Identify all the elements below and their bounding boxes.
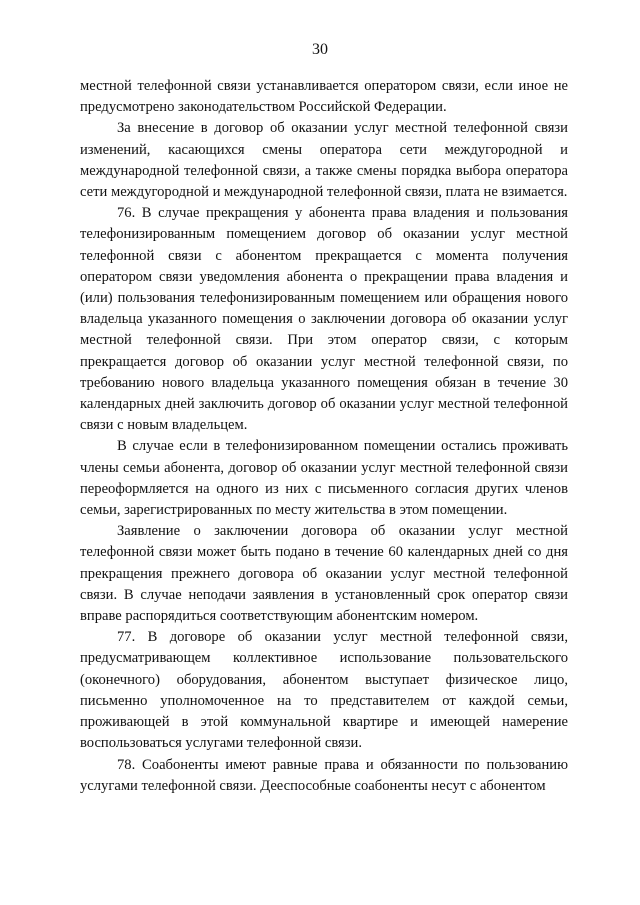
- page-number: 30: [312, 41, 328, 58]
- paragraph-clause-76: 76. В случае прекращения у абонента права владения и пользования телефонизированным помещением договор об оказании услуг местной телефонной связи с абонентом прекращается с момента получения оператором связи уведомления абонента о прекращении права владения и (или) пользования телефонизированным помещением или обращения нового владельца указанного помещения о заключении договора об оказании услуг местной телефонной связи. При этом оператор связи, с которым прекращается договор об оказании услуг местной телефонной связи, по требованию нового владельца указанного помещения обязан в течение 30 календарных дней заключить договор об оказании услуг местной телефонной связи с новым владельцем.: [80, 205, 568, 434]
- paragraph-2: За внесение в договор об оказании услуг местной телефонной связи изменений, касающихся смены оператора сети междугородной и международной телефонной связи, а также смены порядка выбора оператора сети междугородной и международной телефонной связи, плата не взимается.: [80, 120, 568, 201]
- paragraph-1: местной телефонной связи устанавливается оператором связи, если иное не предусмотрено законодательством Российской Федерации.: [80, 78, 568, 116]
- body-text: [80, 76, 568, 797]
- paragraph-clause-77: 77. В договоре об оказании услуг местной телефонной связи, предусматривающем коллективное использование пользовательского (оконечного) оборудования, абонентом выступает физическое лицо, письменно уполномоченное на то представителем от каждой семьи, проживающей в этой коммунальной квартире и имеющей намерение воспользоваться услугами телефонной связи.: [80, 629, 568, 752]
- paragraph-5: Заявление о заключении договора об оказании услуг местной телефонной связи может быть подано в течение 60 календарных дней со дня прекращения прежнего договора об оказании услуг местной телефонной связи. В случае неподачи заявления в установленный срок оператор связи вправе распорядиться соответствующим абонентским номером.: [80, 523, 568, 625]
- paragraph-4: В случае если в телефонизированном помещении остались проживать члены семьи абонента, договор об оказании услуг местной телефонной связи переоформляется на одного из них с письменного согласия других членов семьи, зарегистрированных по месту жительства в этом помещении.: [80, 438, 568, 519]
- paragraph-clause-78: 78. Соабоненты имеют равные права и обязанности по пользованию услугами телефонной связи. Дееспособные соабоненты несут с абонентом: [80, 756, 568, 794]
